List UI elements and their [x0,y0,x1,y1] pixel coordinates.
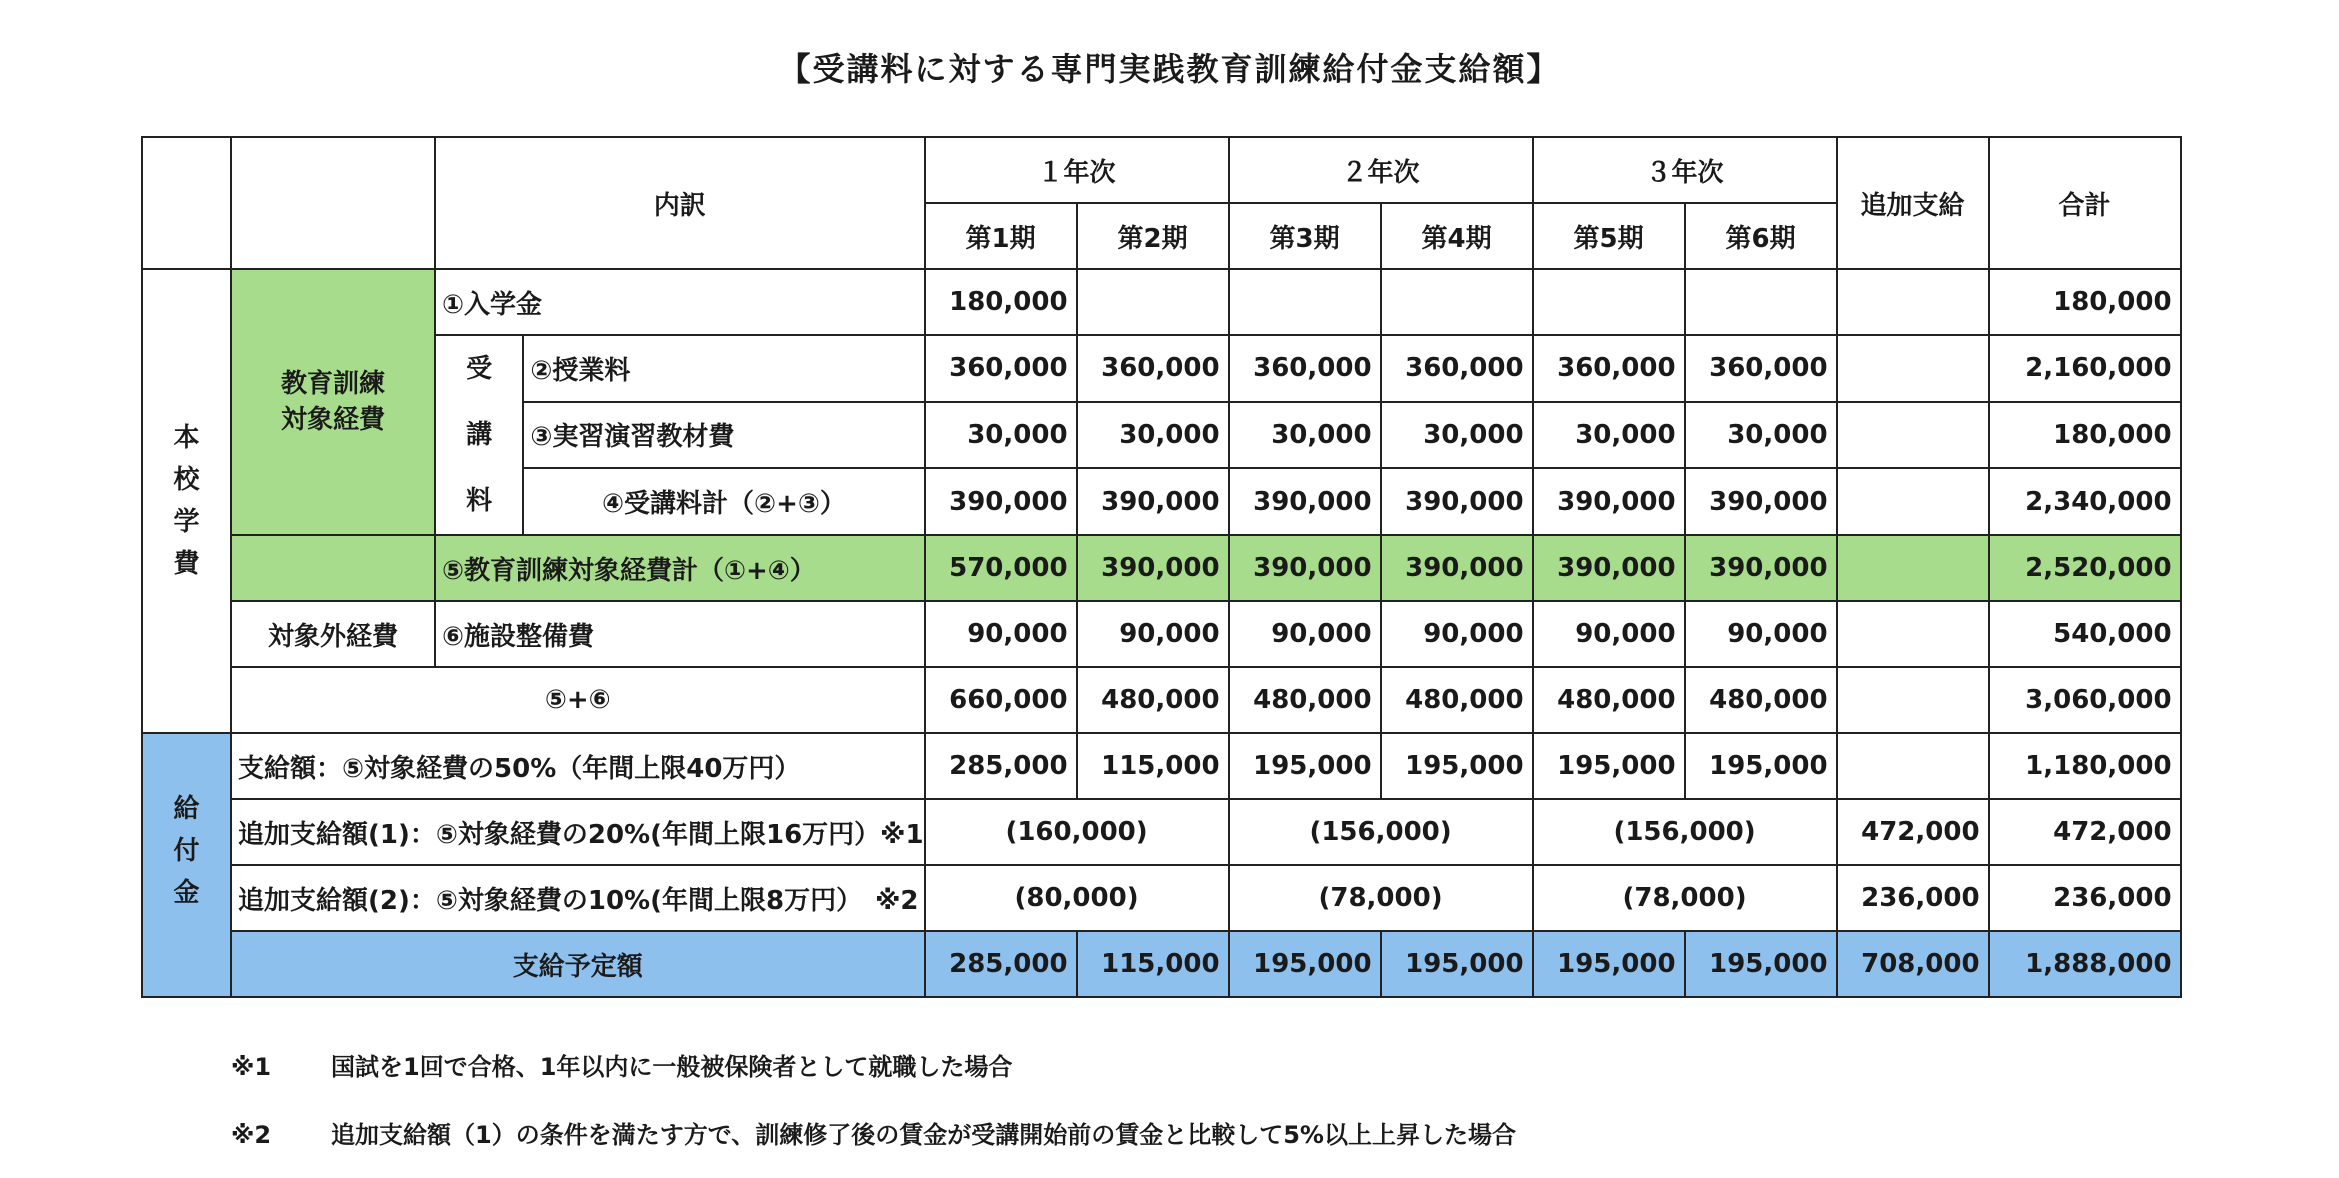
row-label: ⑤教育訓練対象経費計（①+④） [435,535,925,601]
benefit-table [141,136,2182,998]
cell [1837,733,1989,799]
row-label: 支給予定額 [231,931,925,997]
cell: 390,000 [1229,535,1381,601]
cell [1077,269,1229,335]
footnote-mark: ※2 [231,1121,272,1149]
cell: 360,000 [1685,335,1837,402]
header-year3: ３年次 [1533,137,1837,203]
cell: 195,000 [1685,733,1837,799]
header-term: 第2期 [1077,203,1229,269]
table-row [142,865,2181,931]
cell: 660,000 [925,667,1077,733]
cell [1837,402,1989,469]
header-breakdown: 内訳 [435,137,925,269]
cell [1837,601,1989,667]
cell: 195,000 [1229,733,1381,799]
section-tuition [435,335,523,535]
cell: 285,000 [925,931,1077,997]
cell: 480,000 [1229,667,1381,733]
cell: 115,000 [1077,733,1229,799]
section-tuition-label: 受講料 [466,354,493,516]
cell: 360,000 [1533,335,1685,402]
cell: 30,000 [925,402,1077,469]
cell: 90,000 [1533,601,1685,667]
cell: 390,000 [1077,468,1229,535]
cell: 195,000 [1381,931,1533,997]
page-title: 【受講料に対する専門実践教育訓練給付金支給額】 [778,50,1561,88]
header-year1: １年次 [925,137,1229,203]
footnote-1 [231,1047,1012,1082]
cell [1685,269,1837,335]
cell: 390,000 [1533,468,1685,535]
header-term: 第1期 [925,203,1077,269]
cell [1229,269,1381,335]
cell: 360,000 [925,335,1077,402]
section-benefit [142,733,231,997]
section-school [142,269,231,733]
cell: 480,000 [1685,667,1837,733]
cell: 360,000 [1229,335,1381,402]
cell [1837,667,1989,733]
cell: 390,000 [1685,468,1837,535]
cell: 90,000 [1077,601,1229,667]
table-row [142,601,2181,667]
cell: 472,000 [1837,799,1989,865]
table-row [142,733,2181,799]
cell-total: 540,000 [1989,601,2181,667]
section-non-target: 対象外経費 [231,601,435,667]
cell [1837,535,1989,601]
header-term: 第3期 [1229,203,1381,269]
cell: 390,000 [1381,468,1533,535]
footnote-mark: ※1 [231,1053,272,1081]
cell: 390,000 [925,468,1077,535]
cell-total: 472,000 [1989,799,2181,865]
cell-total: 180,000 [1989,269,2181,335]
cell: 30,000 [1381,402,1533,469]
cell: 390,000 [1381,535,1533,601]
cell: 360,000 [1381,335,1533,402]
row-label: 追加支給額(1)：⑤対象経費の20%(年間上限16万円）※1 [231,799,925,865]
cell: 708,000 [1837,931,1989,997]
cell-year: (78,000) [1229,865,1533,931]
cell [1837,468,1989,535]
table-row [142,335,2181,402]
table-row [142,269,2181,335]
section-target-costs-label: 教育訓練対象経費 [280,369,385,435]
cell: 236,000 [1837,865,1989,931]
footnote-2 [231,1115,1516,1150]
section-target-costs [231,269,435,535]
cell-year: (156,000) [1229,799,1533,865]
header-term: 第6期 [1685,203,1837,269]
cell: 195,000 [1381,733,1533,799]
cell: 360,000 [1077,335,1229,402]
cell: 390,000 [1077,535,1229,601]
row-label: ③実習演習教材費 [523,402,924,469]
cell: 195,000 [1685,931,1837,997]
row-label: 追加支給額(2)：⑤対象経費の10%(年間上限8万円） ※2 [231,865,925,931]
cell-total: 236,000 [1989,865,2181,931]
row-label: ⑥施設整備費 [435,601,925,667]
row-label: ⑤+⑥ [231,667,925,733]
header-additional: 追加支給 [1837,137,1989,269]
footnote-text: 追加支給額（1）の条件を満たす方で、訓練修了後の賃金が受講開始前の賃金と比較して5%以上上昇した場合 [331,1121,1516,1149]
cell: 480,000 [1381,667,1533,733]
row-label: 支給額：⑤対象経費の50%（年間上限40万円） [231,733,925,799]
cell: 115,000 [1077,931,1229,997]
corner-cell [231,137,435,269]
corner-cell [142,137,231,269]
cell [1837,269,1989,335]
cell: 30,000 [1685,402,1837,469]
cell-total: 2,340,000 [1989,468,2181,535]
cell: 30,000 [1533,402,1685,469]
header-year2: ２年次 [1229,137,1533,203]
row-label: ④受講料計（②+③） [523,468,924,535]
cell-total: 2,160,000 [1989,335,2181,402]
cell [1381,269,1533,335]
cell-total: 2,520,000 [1989,535,2181,601]
cell: 30,000 [1077,402,1229,469]
cell: 195,000 [1533,733,1685,799]
cell: 90,000 [1229,601,1381,667]
cell: 390,000 [1229,468,1381,535]
cell-year: (156,000) [1533,799,1837,865]
cell-total: 1,888,000 [1989,931,2181,997]
header-total: 合計 [1989,137,2181,269]
cell [1533,269,1685,335]
cell: 90,000 [1381,601,1533,667]
cell-total: 1,180,000 [1989,733,2181,799]
section-benefit-label: 給付金 [173,794,200,908]
cell-total: 180,000 [1989,402,2181,469]
table-row [142,799,2181,865]
cell-year: (160,000) [925,799,1229,865]
cell: 390,000 [1533,535,1685,601]
table-row [142,931,2181,997]
table-row [142,535,2181,601]
header-term: 第5期 [1533,203,1685,269]
cell-year: (80,000) [925,865,1229,931]
row-label: ①入学金 [435,269,925,335]
cell: 90,000 [925,601,1077,667]
cell: 30,000 [1229,402,1381,469]
cell [1837,335,1989,402]
cell: 480,000 [1077,667,1229,733]
header-term: 第4期 [1381,203,1533,269]
cell: 480,000 [1533,667,1685,733]
cell: 195,000 [1533,931,1685,997]
cell-year: (78,000) [1533,865,1837,931]
cell: 180,000 [925,269,1077,335]
green-spacer [231,535,435,601]
cell: 90,000 [1685,601,1837,667]
cell: 195,000 [1229,931,1381,997]
cell: 390,000 [1685,535,1837,601]
cell: 285,000 [925,733,1077,799]
cell-total: 3,060,000 [1989,667,2181,733]
section-school-label: 本校学費 [173,423,200,579]
table-row [142,667,2181,733]
row-label: ②授業料 [523,335,924,402]
cell: 570,000 [925,535,1077,601]
footnote-text: 国試を1回で合格、1年以内に一般被保険者として就職した場合 [331,1053,1013,1081]
